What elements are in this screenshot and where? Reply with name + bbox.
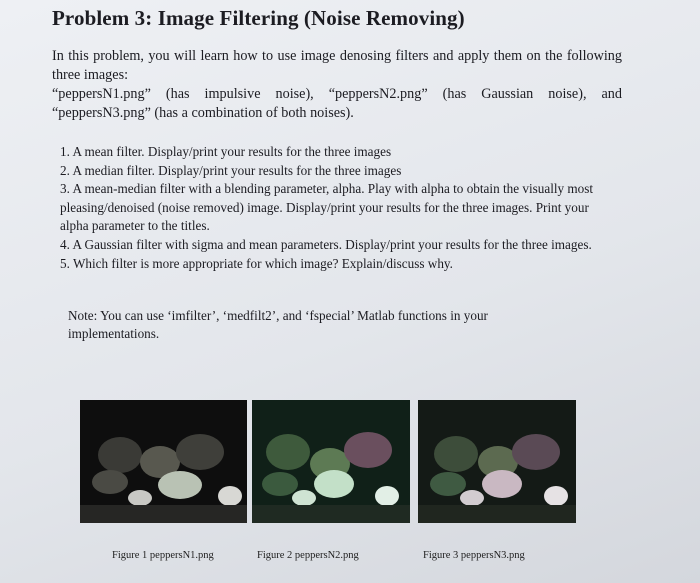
garlic-shape [375,486,399,506]
pepper-shape [98,437,142,473]
figure-1-image [80,400,247,523]
garlic-shape [482,470,522,498]
task-list [60,143,600,273]
pepper-shape [512,434,560,470]
task-item: 4. A Gaussian filter with sigma and mean parameters. Display/print your results for the three images. [60,236,592,252]
note-text: Note: You can use ‘imfilter’, ‘medfilt2’, and ‘fspecial’ Matlab functions in your implementations. [68,308,488,341]
figure-2-image [252,400,410,523]
task-item: 5. Which filter is more appropriate for which image? Explain/discuss why. [60,255,453,271]
garlic-shape [544,486,568,506]
pepper-shape [176,434,224,470]
garlic-shape [218,486,242,506]
garlic-shape [460,490,484,506]
pepper-shape [434,436,478,472]
garlic-shape [314,470,354,498]
pepper-shape [430,472,466,496]
intro-image-list: “peppersN1.png” (has impulsive noise), “peppersN2.png” (has Gaussian noise), and “peppersN3.png” (has a combination of both noises). [52,86,622,121]
pepper-shape [266,434,310,470]
task-item: 3. A mean-median filter with a blending parameter, alpha. Play with alpha to obtain the visually most pleasing/denoised (noise removed) image. Display/print your results for the three images. Print your alpha parameter to the titles. [60,181,594,234]
garlic-shape [158,471,202,499]
pepper-shape [92,470,128,494]
garlic-shape [128,490,152,506]
figure-3-image [418,400,576,523]
figure-1-caption: Figure 1 peppersN1.png [112,550,214,561]
task-item: 2. A median filter. Display/print your results for the three images [60,162,402,178]
pepper-shape [262,472,298,496]
intro-paragraph: In this problem, you will learn how to use image denosing filters and apply them on the following three images: [52,48,622,83]
pepper-shape [344,432,392,468]
figure-row [80,400,620,560]
garlic-shape [292,490,316,506]
intro-text [52,47,622,123]
problem-title: Problem 3: Image Filtering (Noise Removing) [52,6,465,30]
task-item: 1. A mean filter. Display/print your results for the three images [60,144,392,159]
figure-3-caption: Figure 3 peppersN3.png [423,550,525,561]
figure-2-caption: Figure 2 peppersN2.png [257,550,359,561]
